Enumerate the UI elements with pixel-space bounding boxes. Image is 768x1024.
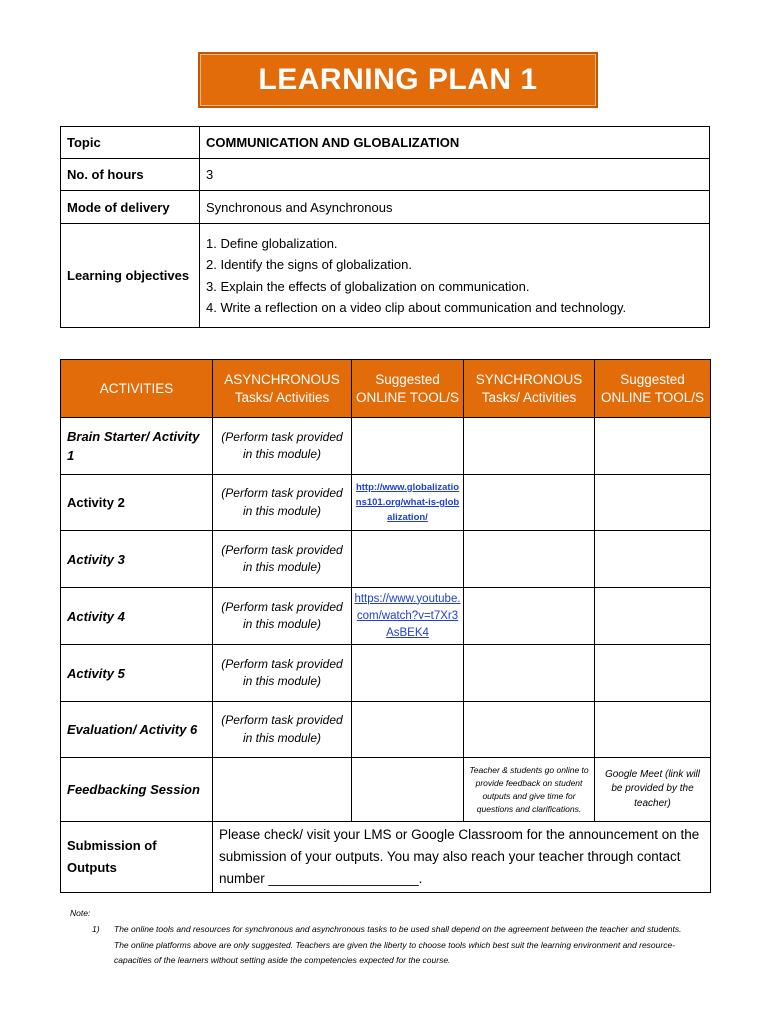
async-tool-cell	[352, 588, 464, 645]
feedback-sync-tool: Google Meet (link will be provided by the teacher)	[595, 758, 711, 822]
youtube-link[interactable]: https://www.youtube.com/watch?v=t7Xr3AsBEK4	[354, 592, 461, 639]
delivery-label: Mode of delivery	[61, 191, 200, 224]
async-task: (Perform task provided in this module)	[213, 475, 352, 531]
note-text: The online tools and resources for synchronous and asynchronous tasks to be used shall depend on the agreement between the teacher and students. The online platforms above are only suggested. Teachers are given the liberty to choose tools which best suit the learning environment and resource-capacities of the learners without setting aside the competencies expected for the course.	[114, 924, 682, 965]
feedback-sync-task: Teacher & students go online to provide feedback on student outputs and give time for questions and clarifications.	[464, 758, 595, 822]
sync-task-cell	[464, 475, 595, 531]
submission-row	[61, 822, 711, 893]
activity-row	[61, 588, 711, 645]
objectives-list	[200, 224, 710, 328]
objective-item: 1. Define globalization.	[206, 235, 338, 251]
delivery-row	[61, 191, 710, 224]
objective-item: 3. Explain the effects of globalization on communication.	[206, 278, 530, 294]
objectives-label: Learning objectives	[61, 224, 200, 328]
activity-name: Brain Starter/ Activity 1	[61, 418, 213, 475]
objective-item: 4. Write a reflection on a video clip about communication and technology.	[206, 300, 627, 315]
sync-tool-cell	[595, 588, 711, 645]
sync-task-cell	[464, 702, 595, 758]
sync-task-cell	[464, 645, 595, 702]
submission-label: Submission of Outputs	[61, 822, 213, 893]
activities-header-row	[61, 360, 711, 418]
header-sync-tasks: SYNCHRONOUS Tasks/ Activities	[464, 360, 595, 418]
info-table	[60, 126, 710, 328]
submission-text: Please check/ visit your LMS or Google Classroom for the announcement on the submission of your outputs. You may also reach your teacher through contact number ____________________.	[213, 822, 711, 893]
async-task: (Perform task provided in this module)	[213, 418, 352, 475]
hours-value: 3	[200, 159, 710, 191]
note-section	[70, 908, 710, 969]
async-tool-cell	[352, 702, 464, 758]
async-tool-cell	[352, 475, 464, 531]
async-task: (Perform task provided in this module)	[213, 531, 352, 588]
sync-task-cell	[464, 531, 595, 588]
activity-name: Activity 5	[61, 645, 213, 702]
sync-task-cell	[464, 418, 595, 475]
async-task-cell	[213, 758, 352, 822]
activities-table	[60, 359, 711, 893]
header-async-tasks: ASYNCHRONOUS Tasks/ Activities	[213, 360, 352, 418]
activity-name: Activity 3	[61, 531, 213, 588]
topic-value: COMMUNICATION AND GLOBALIZATION	[200, 127, 710, 159]
activity-row	[61, 702, 711, 758]
activity-name: Evaluation/ Activity 6	[61, 702, 213, 758]
topic-row	[61, 127, 710, 159]
async-tool-cell	[352, 418, 464, 475]
activity-row	[61, 418, 711, 475]
sync-task-cell	[464, 588, 595, 645]
header-activities: ACTIVITIES	[61, 360, 213, 418]
objective-item: 2. Identify the signs of globalization.	[206, 257, 412, 272]
async-task: (Perform task provided in this module)	[213, 588, 352, 645]
hours-row	[61, 159, 710, 191]
sync-tool-cell	[595, 475, 711, 531]
async-tool-cell	[352, 531, 464, 588]
async-task: (Perform task provided in this module)	[213, 702, 352, 758]
feedback-row	[61, 758, 711, 822]
page-title: LEARNING PLAN 1	[258, 63, 538, 96]
async-task: (Perform task provided in this module)	[213, 645, 352, 702]
activity-row	[61, 475, 711, 531]
async-tool-cell	[352, 645, 464, 702]
feedback-label: Feedbacking Session	[61, 758, 213, 822]
delivery-value: Synchronous and Asynchronous	[200, 191, 710, 224]
note-heading: Note:	[70, 908, 91, 918]
title-banner	[198, 52, 598, 108]
sync-tool-cell	[595, 702, 711, 758]
activity-row	[61, 645, 711, 702]
globalization-link[interactable]: http://www.globalizations101.org/what-is-globalization/	[355, 482, 460, 523]
objectives-row	[61, 224, 710, 328]
header-async-tools: Suggested ONLINE TOOL/S	[352, 360, 464, 418]
activity-name: Activity 4	[61, 588, 213, 645]
activity-name: Activity 2	[61, 475, 213, 531]
topic-label: Topic	[61, 127, 200, 159]
async-tool-cell	[352, 758, 464, 822]
note-item	[70, 922, 710, 969]
activity-row	[61, 531, 711, 588]
note-number: 1)	[92, 924, 100, 934]
sync-tool-cell	[595, 645, 711, 702]
hours-label: No. of hours	[61, 159, 200, 191]
sync-tool-cell	[595, 418, 711, 475]
header-sync-tools: Suggested ONLINE TOOL/S	[595, 360, 711, 418]
sync-tool-cell	[595, 531, 711, 588]
